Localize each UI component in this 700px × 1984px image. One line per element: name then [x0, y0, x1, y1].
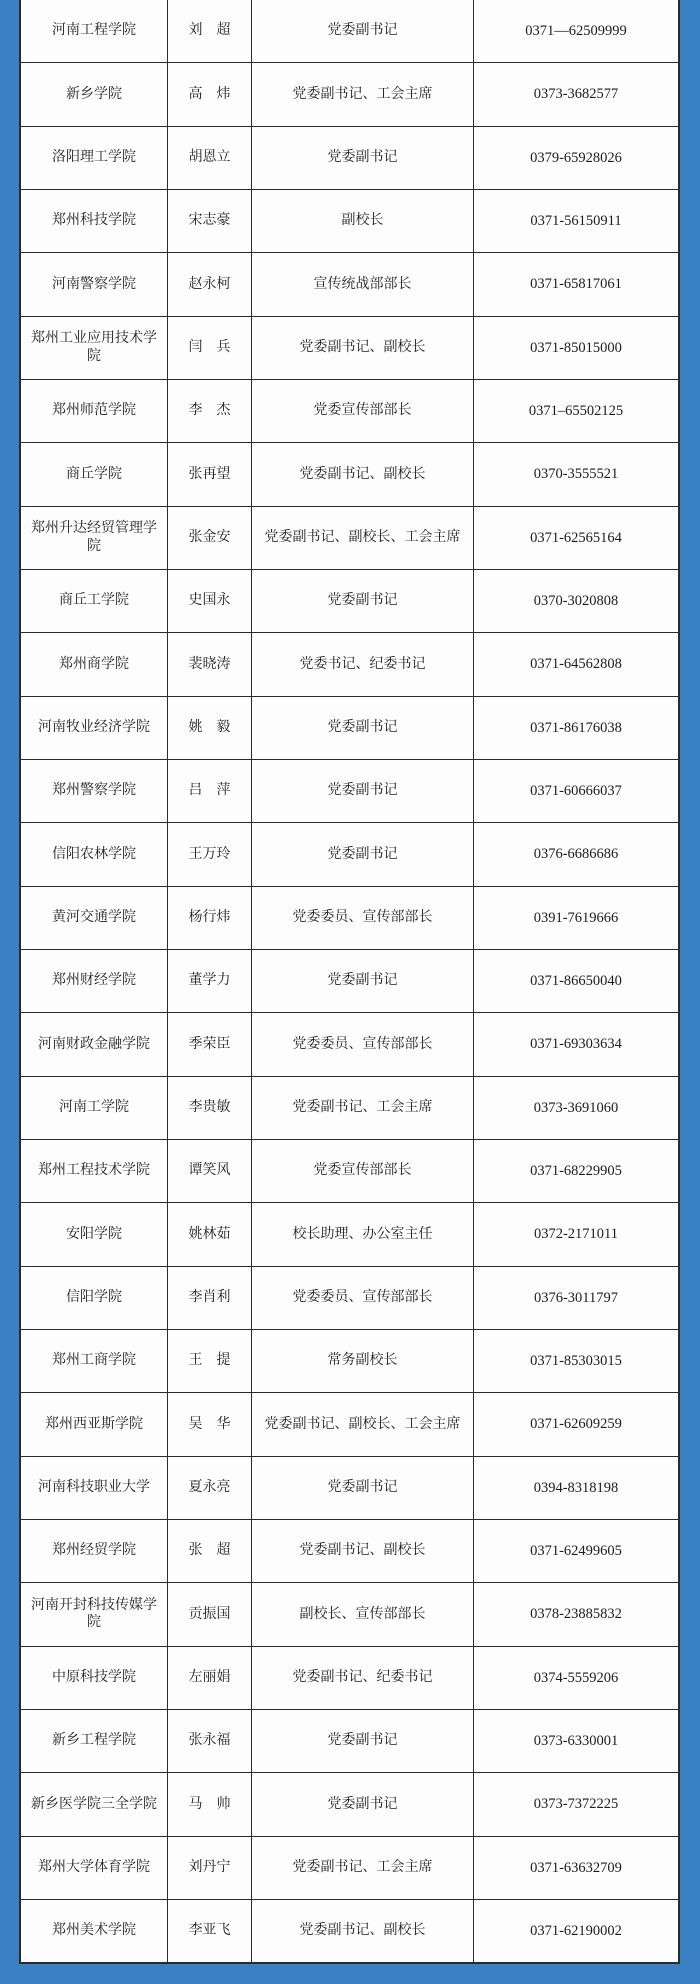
phone-cell: 0371-65817061 [473, 253, 678, 315]
college-cell: 郑州西亚斯学院 [45, 1416, 143, 1432]
college-cell: 郑州警察学院 [52, 783, 136, 799]
position-cell: 党委副书记、工会主席 [251, 1837, 473, 1899]
name-cell: 高 炜 [167, 63, 251, 125]
name-cell: 裴晓涛 [167, 633, 251, 695]
college-cell: 郑州大学体育学院 [38, 1859, 150, 1875]
college-cell: 洛阳理工学院 [52, 150, 136, 166]
table-row [21, 1329, 678, 1392]
college-cell: 信阳农林学院 [52, 846, 136, 862]
name-cell: 李贵敏 [167, 1077, 251, 1139]
college-cell: 河南财政金融学院 [38, 1036, 150, 1052]
table-row [21, 1582, 678, 1645]
name-cell: 左丽娟 [167, 1647, 251, 1709]
phone-cell: 0371-62609259 [473, 1393, 678, 1455]
phone-cell: 0371-86650040 [473, 950, 678, 1012]
position-cell: 党委副书记 [251, 697, 473, 759]
position-cell: 党委副书记 [251, 570, 473, 632]
phone-cell: 0374-5559206 [473, 1647, 678, 1709]
phone-cell: 0371-85303015 [473, 1330, 678, 1392]
table-row [21, 822, 678, 885]
college-cell: 河南科技职业大学 [38, 1479, 150, 1495]
college-cell: 郑州工程技术学院 [38, 1163, 150, 1179]
table-row [21, 632, 678, 695]
position-cell: 党委副书记、副校长、工会主席 [251, 507, 473, 569]
college-cell: 河南开封科技传媒学院 [31, 1597, 157, 1631]
college-cell: 新乡医学院三全学院 [31, 1796, 157, 1812]
name-cell: 吕 萍 [167, 760, 251, 822]
position-cell: 党委副书记 [251, 950, 473, 1012]
college-cell: 新乡学院 [66, 86, 122, 102]
position-cell: 党委宣传部部长 [251, 1140, 473, 1202]
phone-cell: 0370-3020808 [473, 570, 678, 632]
name-cell: 谭笑风 [167, 1140, 251, 1202]
table-row [21, 252, 678, 315]
phone-cell: 0371—62509999 [473, 0, 678, 62]
position-cell: 党委副书记、副校长 [251, 1520, 473, 1582]
college-cell: 河南工程学院 [52, 23, 136, 39]
table-row [21, 506, 678, 569]
name-cell: 李亚飞 [167, 1900, 251, 1962]
position-cell: 党委副书记 [251, 1773, 473, 1835]
name-cell: 宋志豪 [167, 190, 251, 252]
position-cell: 党委副书记 [251, 0, 473, 62]
phone-cell: 0378-23885832 [473, 1583, 678, 1645]
table-row [21, 1266, 678, 1329]
phone-cell: 0371–65502125 [473, 380, 678, 442]
college-cell: 商丘工学院 [59, 593, 129, 609]
position-cell: 党委副书记、副校长、工会主席 [251, 1393, 473, 1455]
phone-cell: 0371-69303634 [473, 1013, 678, 1075]
phone-cell: 0373-7372225 [473, 1773, 678, 1835]
phone-cell: 0371-86176038 [473, 697, 678, 759]
college-cell: 郑州工商学院 [52, 1353, 136, 1369]
phone-cell: 0372-2171011 [473, 1203, 678, 1265]
phone-cell: 0370-3555521 [473, 443, 678, 505]
position-cell: 党委副书记 [251, 823, 473, 885]
college-cell: 信阳学院 [66, 1289, 122, 1305]
college-cell: 郑州商学院 [59, 656, 129, 672]
position-cell: 党委副书记、工会主席 [251, 63, 473, 125]
position-cell: 党委副书记、纪委书记 [251, 1647, 473, 1709]
name-cell: 董学力 [167, 950, 251, 1012]
phone-cell: 0391-7619666 [473, 887, 678, 949]
position-cell: 党委副书记 [251, 127, 473, 189]
name-cell: 贡振国 [167, 1583, 251, 1645]
name-cell: 季荣臣 [167, 1013, 251, 1075]
phone-cell: 0371-62499605 [473, 1520, 678, 1582]
name-cell: 姚 毅 [167, 697, 251, 759]
table-row [21, 569, 678, 632]
name-cell: 胡恩立 [167, 127, 251, 189]
phone-cell: 0371-68229905 [473, 1140, 678, 1202]
name-cell: 刘 超 [167, 0, 251, 62]
position-cell: 副校长 [251, 190, 473, 252]
position-cell: 党委副书记 [251, 760, 473, 822]
position-cell: 党委委员、宣传部部长 [251, 1267, 473, 1329]
table-row [21, 316, 678, 379]
name-cell: 王 提 [167, 1330, 251, 1392]
table-row [21, 126, 678, 189]
table-row [21, 379, 678, 442]
position-cell: 校长助理、办公室主任 [251, 1203, 473, 1265]
table-row [21, 1899, 678, 1962]
name-cell: 杨行炜 [167, 887, 251, 949]
college-cell: 郑州升达经贸管理学院 [31, 521, 157, 554]
position-cell: 党委宣传部部长 [251, 380, 473, 442]
name-cell: 李肖利 [167, 1267, 251, 1329]
position-cell: 宣传统战部部长 [251, 253, 473, 315]
name-cell: 赵永柯 [167, 253, 251, 315]
table-row [21, 1772, 678, 1835]
college-cell: 郑州财经学院 [52, 973, 136, 989]
college-cell: 河南警察学院 [52, 276, 136, 292]
table-row [21, 0, 678, 62]
table-row [21, 1202, 678, 1265]
position-cell: 党委副书记 [251, 1710, 473, 1772]
name-cell: 张永福 [167, 1710, 251, 1772]
phone-cell: 0371-56150911 [473, 190, 678, 252]
phone-cell: 0376-3011797 [473, 1267, 678, 1329]
phone-cell: 0376-6686686 [473, 823, 678, 885]
college-cell: 河南工学院 [59, 1099, 129, 1115]
table-row [21, 759, 678, 822]
phone-cell: 0371-60666037 [473, 760, 678, 822]
name-cell: 闫 兵 [167, 317, 251, 379]
position-cell: 党委副书记 [251, 1457, 473, 1519]
name-cell: 王万玲 [167, 823, 251, 885]
college-cell: 商丘学院 [66, 466, 122, 482]
position-cell: 副校长、宣传部部长 [251, 1583, 473, 1645]
name-cell: 姚林茹 [167, 1203, 251, 1265]
phone-cell: 0373-3691060 [473, 1077, 678, 1139]
college-cell: 郑州工业应用技术学院 [31, 331, 157, 364]
position-cell: 党委副书记、工会主席 [251, 1077, 473, 1139]
table-row [21, 1646, 678, 1709]
position-cell: 党委副书记、副校长 [251, 317, 473, 379]
name-cell: 张再望 [167, 443, 251, 505]
table-row [21, 949, 678, 1012]
table-row [21, 1709, 678, 1772]
name-cell: 史国永 [167, 570, 251, 632]
name-cell: 张金安 [167, 507, 251, 569]
phone-cell: 0373-6330001 [473, 1710, 678, 1772]
phone-cell: 0371-85015000 [473, 317, 678, 379]
name-cell: 夏永亮 [167, 1457, 251, 1519]
college-cell: 郑州科技学院 [52, 213, 136, 229]
table-row [21, 1076, 678, 1139]
phone-cell: 0371-63632709 [473, 1837, 678, 1899]
position-cell: 党委委员、宣传部部长 [251, 1013, 473, 1075]
table-row [21, 1392, 678, 1455]
table-row [21, 442, 678, 505]
college-cell: 黄河交通学院 [52, 910, 136, 925]
position-cell: 党委副书记、副校长 [251, 443, 473, 505]
table-row [21, 1456, 678, 1519]
position-cell: 党委委员、宣传部部长 [251, 887, 473, 949]
phone-cell: 0371-64562808 [473, 633, 678, 695]
table-row [21, 696, 678, 759]
phone-cell: 0371-62565164 [473, 507, 678, 569]
college-cell: 中原科技学院 [52, 1669, 136, 1685]
phone-cell: 0394-8318198 [473, 1457, 678, 1519]
college-cell: 郑州经贸学院 [52, 1543, 136, 1559]
college-cell: 郑州美术学院 [52, 1923, 136, 1939]
name-cell: 李 杰 [167, 380, 251, 442]
phone-cell: 0371-62190002 [473, 1900, 678, 1962]
table-row [21, 1519, 678, 1582]
phone-cell: 0373-3682577 [473, 63, 678, 125]
college-cell: 郑州师范学院 [52, 403, 136, 419]
college-cell: 河南牧业经济学院 [38, 720, 150, 736]
college-cell: 新乡工程学院 [52, 1733, 136, 1749]
college-cell: 安阳学院 [66, 1226, 122, 1242]
table-row [21, 886, 678, 949]
table-row [21, 1012, 678, 1075]
name-cell: 刘丹宁 [167, 1837, 251, 1899]
table-row [21, 1836, 678, 1899]
position-cell: 党委副书记、副校长 [251, 1900, 473, 1962]
name-cell: 马 帅 [167, 1773, 251, 1835]
phone-cell: 0379-65928026 [473, 127, 678, 189]
table-row [21, 189, 678, 252]
table-row [21, 1139, 678, 1202]
contact-table [19, 0, 680, 1964]
table-row [21, 62, 678, 125]
name-cell: 张 超 [167, 1520, 251, 1582]
position-cell: 党委书记、纪委书记 [251, 633, 473, 695]
position-cell: 常务副校长 [251, 1330, 473, 1392]
name-cell: 吴 华 [167, 1393, 251, 1455]
